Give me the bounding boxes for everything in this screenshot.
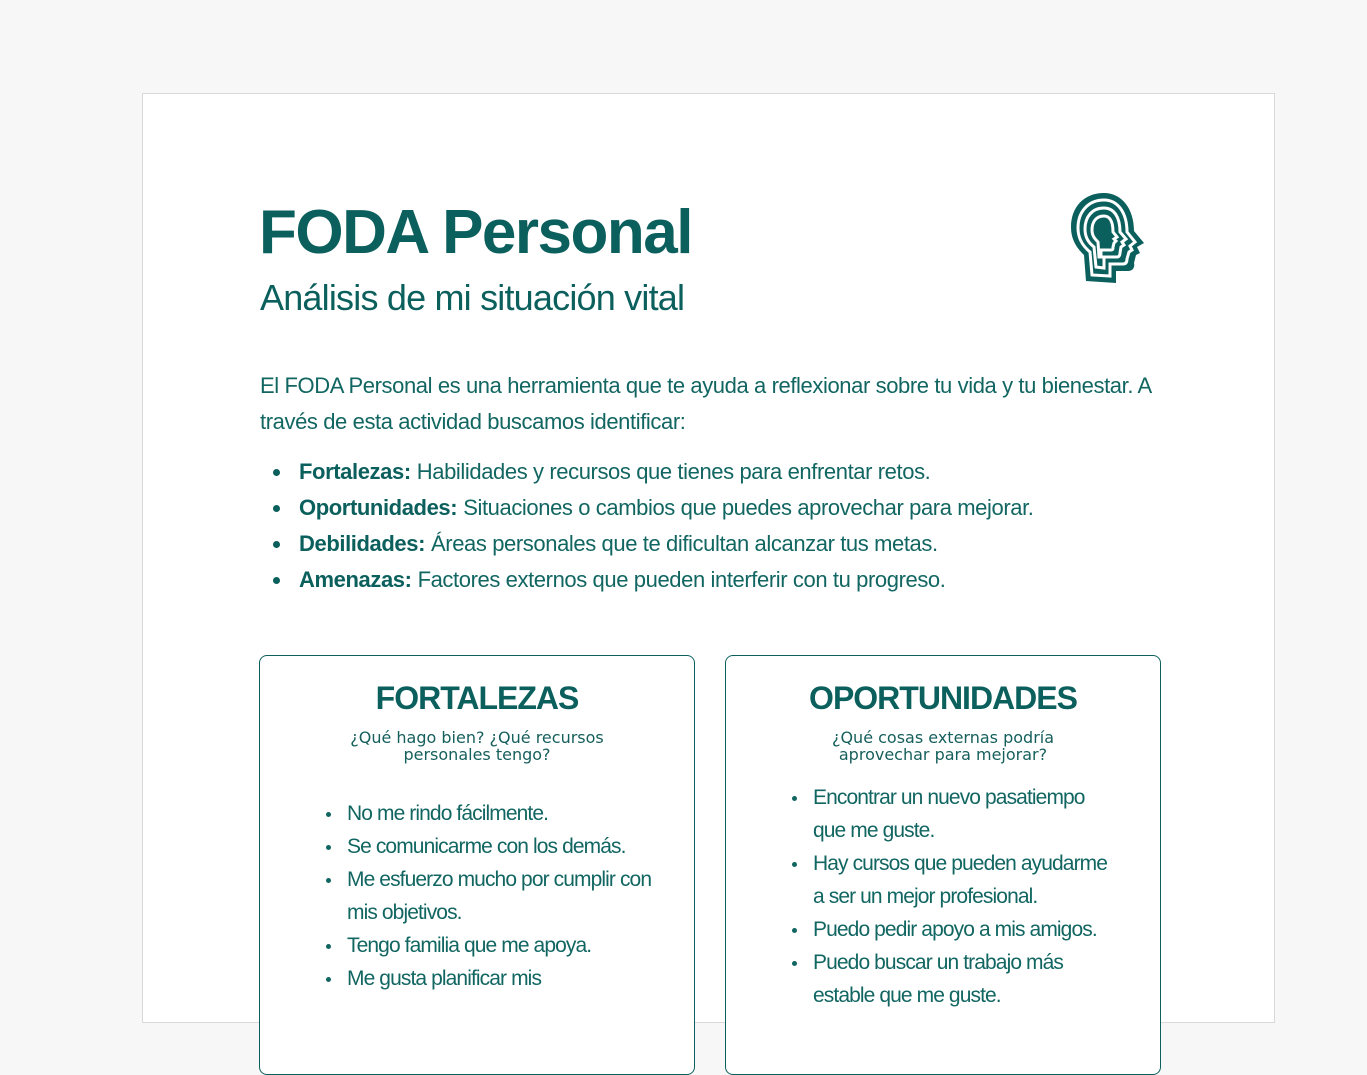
list-item: Tengo familia que me apoya.	[324, 929, 654, 962]
card-title: FORTALEZAS	[375, 680, 579, 716]
list-item: Puedo pedir apoyo a mis amigos.	[790, 913, 1120, 946]
list-item: Hay cursos que pueden ayudarme a ser un mejor profesional.	[790, 847, 1120, 913]
list-item: Encontrar un nuevo pasatiempo que me guste.	[790, 781, 1120, 847]
list-item	[260, 454, 1034, 490]
document-page	[142, 93, 1275, 1023]
list-item: Puedo buscar un trabajo más estable que me guste.	[790, 946, 1120, 1012]
list-item	[260, 526, 1034, 562]
intro-paragraph: El FODA Personal es una herramienta que te ayuda a reflexionar sobre tu vida y tu bienestar. A través de esta actividad buscamos identificar:	[260, 373, 1151, 434]
page-subtitle: Análisis de mi situación vital	[260, 277, 685, 318]
definition-term: Oportunidades:	[299, 495, 458, 520]
definitions-list	[260, 454, 1034, 598]
definition-term: Amenazas:	[299, 567, 412, 592]
definition-term: Fortalezas:	[299, 459, 411, 484]
fortalezas-list	[324, 797, 654, 995]
fortalezas-card	[259, 655, 695, 1075]
list-item: Me esfuerzo mucho por cumplir con mis objetivos.	[324, 863, 654, 929]
card-question: ¿Qué hago bien? ¿Qué recursos personales tengo?	[350, 728, 604, 764]
list-item	[260, 562, 1034, 598]
list-item	[260, 490, 1034, 526]
definition-text: Habilidades y recursos que tienes para enfrentar retos.	[416, 459, 931, 484]
definition-text: Factores externos que pueden interferir con tu progreso.	[417, 567, 946, 592]
oportunidades-list	[790, 781, 1120, 1012]
definition-term: Debilidades:	[299, 531, 426, 556]
definition-text: Situaciones o cambios que puedes aprovechar para mejorar.	[463, 495, 1034, 520]
oportunidades-card	[725, 655, 1161, 1075]
page-title: FODA Personal	[259, 198, 692, 267]
card-question: ¿Qué cosas externas podría aprovechar para mejorar?	[831, 728, 1055, 764]
head-silhouette-icon	[1068, 191, 1148, 285]
list-item: Me gusta planificar mis	[324, 962, 654, 995]
list-item: No me rindo fácilmente.	[324, 797, 654, 830]
card-title: OPORTUNIDADES	[809, 680, 1077, 716]
definition-text: Áreas personales que te dificultan alcanzar tus metas.	[431, 531, 938, 556]
list-item: Se comunicarme con los demás.	[324, 830, 654, 863]
